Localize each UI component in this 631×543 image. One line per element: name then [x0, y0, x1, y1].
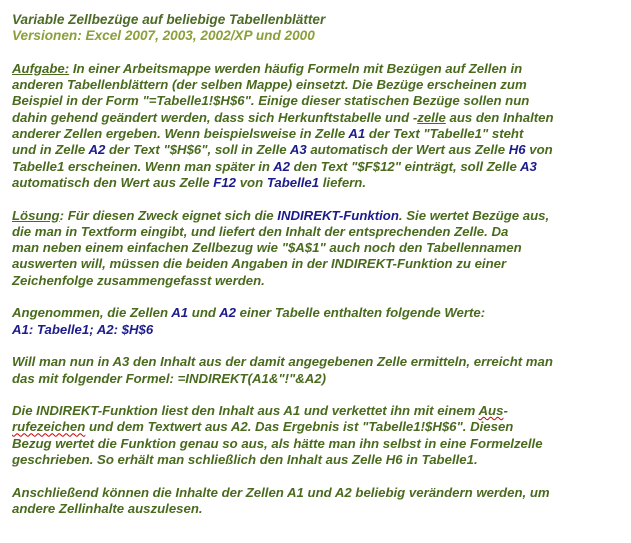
cell-ref: A1: [171, 305, 189, 321]
spacer: [12, 387, 624, 403]
formel-section: [12, 354, 624, 387]
quoted-text: "$H$6": [163, 142, 208, 158]
loesung-line-3: man neben einem einfachen Zellbezug wie "$A$1" auch noch den Tabellennamen: [12, 240, 522, 256]
erklaerung-line-1: Die INDIREKT-Funktion liest den Inhalt aus A1 und verkettet ihn mit einem Aus-: [12, 403, 508, 419]
loesung-line-4: auswerten will, müssen die beiden Angaben in der INDIREKT-Funktion zu einer: [12, 256, 507, 272]
sheet-name: Tabelle1: [266, 174, 320, 190]
cell-ref: A2: [273, 158, 291, 174]
erklaerung-line-2: rufezeichen und dem Textwert aus A2. Das Ergebnis ist "Tabelle1!$H$6". Diesen: [12, 419, 514, 435]
aufgabe-line-7: Tabelle1 erscheinen. Wenn man später in A2 den Text "$F$12" einträgt, soll Zelle A3: [12, 158, 537, 174]
spacer: [12, 289, 624, 305]
quoted-text: "$F$12": [351, 158, 401, 174]
cell-ref: A3: [519, 158, 537, 174]
quoted-text: "Tabelle1": [423, 126, 489, 142]
cell-ref: A2: [88, 142, 106, 158]
abschluss-section: [12, 485, 624, 518]
function-name: INDIREKT-Funktion: [277, 207, 399, 223]
cell-ref: A1: [348, 126, 366, 142]
quoted-text: "Tabelle1!$H$6": [362, 419, 463, 435]
document-title: Variable Zellbezüge auf beliebige Tabellenblätter: [12, 12, 326, 27]
aufgabe-section: [12, 61, 624, 191]
spellcheck-word: rufezeichen: [12, 419, 86, 435]
abschluss-line-2: andere Zellinhalte auszulesen.: [12, 500, 203, 516]
loesung-line-2: die man in Textform eingibt, und liefert den Inhalt der entsprechenden Zelle. Da: [12, 223, 509, 239]
erklaerung-line-4: geschrieben. So erhält man schließlich den Inhalt aus Zelle H6 in Tabelle1.: [12, 452, 478, 468]
formel-line-1: Will man nun in A3 den Inhalt aus der damit angegebenen Zelle ermitteln, erreicht man: [12, 354, 553, 370]
beispiel-section: [12, 305, 624, 338]
spacer: [12, 45, 624, 61]
spacer: [12, 338, 624, 354]
spellcheck-word: Aus: [478, 403, 504, 419]
aufgabe-line-3: Beispiel in der Form "=Tabelle1!$H$6". Einige dieser statischen Bezüge sollen nun: [12, 93, 530, 109]
aufgabe-heading: Aufgabe:: [12, 60, 70, 76]
quoted-text: "$A$1": [281, 240, 326, 256]
erklaerung-section: [12, 403, 624, 468]
beispiel-values: A1: Tabelle1; A2: $H$6: [12, 321, 154, 337]
aufgabe-line-6: und in Zelle A2 der Text "$H$6", soll in Zelle A3 automatisch der Wert aus Zelle H6 von: [12, 142, 553, 158]
spacer: [12, 191, 624, 207]
aufgabe-line-8: automatisch den Wert aus Zelle F12 von Tabelle1 liefern.: [12, 174, 367, 190]
aufgabe-line-1: Aufgabe: In einer Arbeitsmappe werden häufig Formeln mit Bezügen auf Zellen in: [12, 60, 523, 76]
cell-ref: F12: [213, 174, 237, 190]
underlined-word: zelle: [417, 109, 446, 125]
beispiel-line-1: Angenommen, die Zellen A1 und A2 einer Tabelle enthalten folgende Werte:: [12, 305, 486, 321]
aufgabe-line-4: dahin gehend geändert werden, dass sich Herkunftstabelle und -zelle aus den Inhalten: [12, 109, 554, 125]
loesung-heading: Lösung: [12, 207, 60, 223]
cell-ref: A2: [219, 305, 236, 321]
loesung-line-5: Zeichenfolge zusammengefasst werden.: [12, 272, 265, 288]
formel-line-2: das mit folgender Formel: =INDIREKT(A1&"!"&A2): [12, 370, 327, 386]
loesung-section: [12, 208, 624, 289]
abschluss-line-1: Anschließend können die Inhalte der Zellen A1 und A2 beliebig verändern werden, um: [12, 484, 550, 500]
versions-line: Versionen: Excel 2007, 2003, 2002/XP und 2000: [12, 28, 315, 44]
aufgabe-line-2: anderen Tabellenblättern (der selben Mappe) einsetzt. Die Bezüge erscheinen zum: [12, 77, 527, 93]
loesung-line-1: Lösung: Für diesen Zweck eignet sich die INDIREKT-Funktion. Sie wertet Bezüge aus,: [12, 207, 550, 223]
aufgabe-line-5: anderer Zellen ergeben. Wenn beispielsweise in Zelle A1 der Text "Tabelle1" steht: [12, 126, 524, 142]
erklaerung-line-3: Bezug wertet die Funktion genau so aus, als hätte man ihn selbst in eine Formelzelle: [12, 435, 543, 451]
cell-ref: H6: [508, 142, 526, 158]
cell-ref: A3: [289, 142, 307, 158]
document: [12, 12, 624, 517]
spacer: [12, 468, 624, 484]
formula-example: "=Tabelle1!$H$6": [142, 93, 251, 109]
